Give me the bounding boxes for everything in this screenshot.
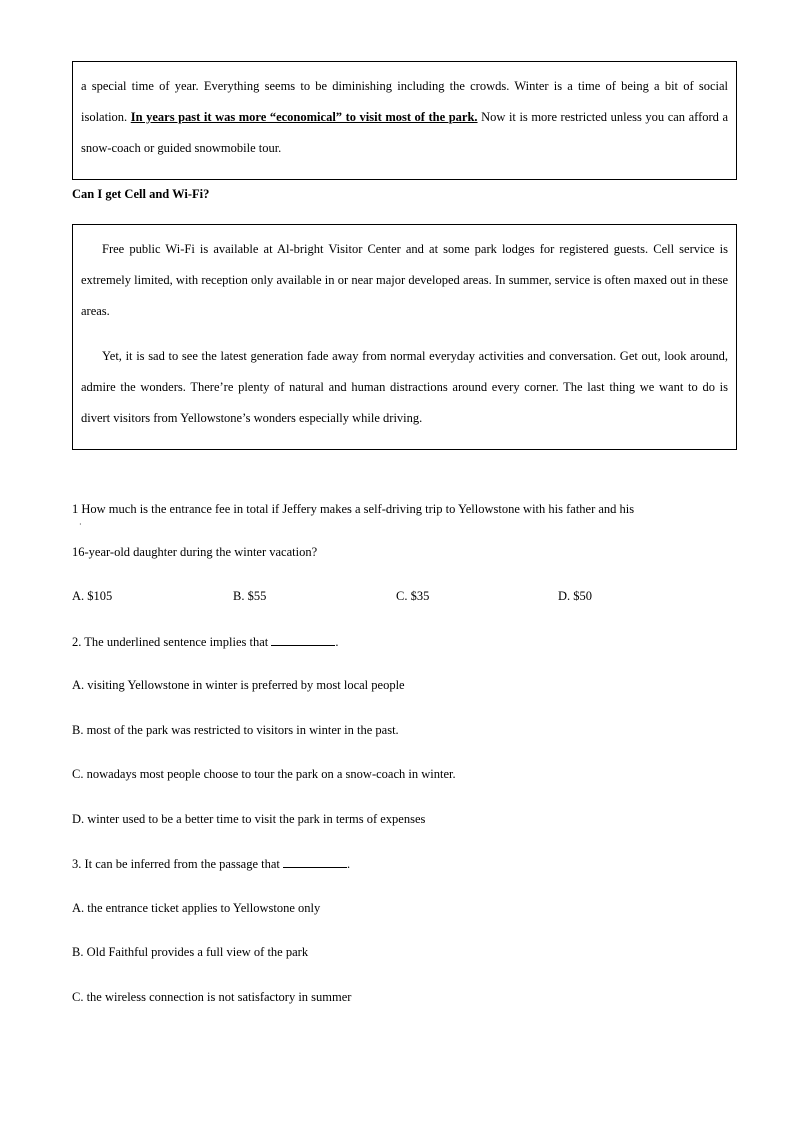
question-3-option-b[interactable]: B. Old Faithful provides a full view of the park <box>72 945 309 959</box>
section-heading: Can I get Cell and Wi-Fi? <box>72 187 210 201</box>
answer-blank[interactable] <box>283 856 347 868</box>
passage-paragraph: Free public Wi-Fi is available at Al-bright Visitor Center and at some park lodges for registered guests. Cell service is extremely limited, with reception only available in or near major developed areas. In summer, service is often maxed out in these areas. <box>81 242 728 318</box>
passage-text: Now it is more restricted unless you can afford a snow-coach or guided snowmobile tour. <box>81 110 728 155</box>
passage-text: a special time of year. Everything seems to be diminishing including the crowds. Winter is a time of being a bit of social isolation. <box>81 79 728 124</box>
passage-paragraph: Yet, it is sad to see the latest generation fade away from normal everyday activities and conversation. Get out, look around, admire the wonders. There’re plenty of natural and human distractions around every corner. The last thing we want to do is divert visitors from Yellowstone’s wonders especially while driving. <box>81 349 728 425</box>
underlined-sentence: In years past it was more “economical” to visit most of the park. <box>130 110 478 124</box>
question-1-stem: 1 How much is the entrance fee in total if Jeffery makes a self-driving trip to Yellowstone with his father and his <box>72 502 635 516</box>
question-3-text: 3. It can be inferred from the passage that <box>72 857 280 871</box>
question-1-option-c[interactable]: C. $35 <box>396 589 430 603</box>
stray-dot: · <box>79 520 82 529</box>
question-1-stem-cont: 16-year-old daughter during the winter vacation? <box>72 545 318 559</box>
question-2-option-b[interactable]: B. most of the park was restricted to visitors in winter in the past. <box>72 723 399 737</box>
question-3-option-a[interactable]: A. the entrance ticket applies to Yellowstone only <box>72 901 321 915</box>
question-2-option-d[interactable]: D. winter used to be a better time to visit the park in terms of expenses <box>72 812 426 826</box>
question-2-end: . <box>335 635 339 649</box>
answer-blank[interactable] <box>271 634 335 646</box>
question-2-option-a[interactable]: A. visiting Yellowstone in winter is preferred by most local people <box>72 678 405 692</box>
question-2-stem <box>72 634 339 650</box>
question-3-option-c[interactable]: C. the wireless connection is not satisfactory in summer <box>72 990 352 1004</box>
question-1-option-a[interactable]: A. $105 <box>72 589 113 603</box>
question-1-option-d[interactable]: D. $50 <box>558 589 593 603</box>
question-2-text: 2. The underlined sentence implies that <box>72 635 269 649</box>
passage-box-winter <box>72 61 737 180</box>
question-3-end: . <box>347 857 351 871</box>
passage-box-wifi <box>72 224 737 450</box>
passage-paragraph <box>81 71 728 164</box>
question-1-option-b[interactable]: B. $55 <box>233 589 267 603</box>
question-3-stem <box>72 856 350 872</box>
question-2-option-c[interactable]: C. nowadays most people choose to tour the park on a snow-coach in winter. <box>72 767 456 781</box>
